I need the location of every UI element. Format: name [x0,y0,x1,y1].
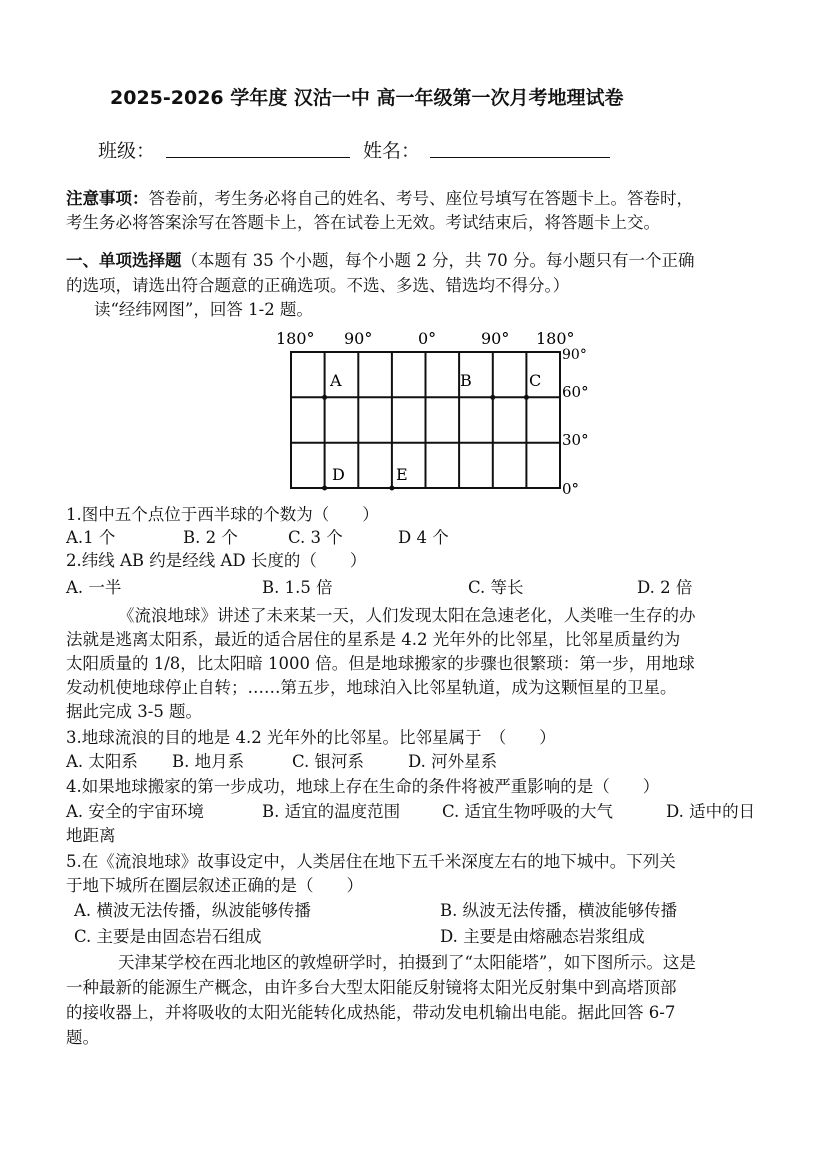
notice-line-2: 考生务必将答案涂写在答题卡上，答在试卷上无效。考试结束后，将答题卡上交。 [66,213,660,232]
passage2-line-3: 的接收器上，并将吸收的太阳光能转化成热能，带动发电机输出电能。据此回答 6-7 [66,1003,676,1022]
lat-lon-grid-map [274,324,594,496]
q3-option-c[interactable]: C. 银河系 [292,752,365,771]
section1-line-2: 的选项，请选出符合题意的正确选项。不选、多选、错选均不得分。） [66,276,570,295]
point-d-marker [322,486,327,491]
point-e-label: E [396,465,408,484]
passage1-line-2: 法就是逃离太阳系，最近的适合居住的星系是 4.2 光年外的比邻星，比邻星质量约为 [66,630,681,649]
q2-option-c[interactable]: C. 等长 [468,578,524,597]
q1-option-a[interactable]: A.1 个 [66,528,116,547]
passage2-line-2: 一种最新的能源生产概念，由许多台大型太阳能反射镜将太阳光反射集中到高塔顶部 [66,978,677,997]
passage1-line-5: 据此完成 3-5 题。 [66,702,203,721]
class-field[interactable] [166,157,350,158]
lon-label-180e: 180° [536,329,575,348]
passage1-line-4: 发动机使地球停止自转；……第五步，地球泊入比邻星轨道，成为这颗恒星的卫星。 [66,678,677,697]
lon-label-90e: 90° [481,329,510,348]
section1-text-1: （本题有 35 个小题，每个小题 2 分，共 70 分。每小题只有一个正确 [181,251,695,270]
passage1-line-1: 《流浪地球》讲述了未来某一天，人们发现太阳在急速老化，人类唯一生存的办 [118,606,696,625]
q1-option-b[interactable]: B. 2 个 [183,528,238,547]
q4-option-b[interactable]: B. 适宜的温度范围 [262,802,401,821]
q3-stem: 3.地球流浪的目的地是 4.2 光年外的比邻星。比邻星属于 （ ） [66,728,556,747]
point-e-marker [389,486,394,491]
point-d-label: D [332,465,345,484]
passage1-line-3: 太阳质量的 1/8，比太阳暗 1000 倍。但是地球搬家的步骤也很繁琐：第一步，用地球 [66,654,695,673]
q3-option-d[interactable]: D. 河外星系 [408,752,498,771]
notice-head: 注意事项： [66,189,149,208]
q4-option-d[interactable]: D. 适中的日 [666,802,756,821]
lat-label-90: 90° [562,347,587,363]
q4-option-c[interactable]: C. 适宜生物呼吸的大气 [442,802,614,821]
point-b-label: B [460,371,472,390]
q2-option-d[interactable]: D. 2 倍 [637,578,693,597]
read-map-instruction: 读“经纬网图”，回答 1-2 题。 [94,300,313,319]
point-c-label: C [529,371,542,390]
q1-stem: 1.图中五个点位于西半球的个数为（ ） [66,505,379,524]
point-a-label: A [330,371,342,390]
section1-line-1 [66,251,694,271]
lat-label-0: 0° [562,480,580,498]
q2-option-b[interactable]: B. 1.5 倍 [262,578,333,597]
q5-option-b[interactable]: B. 纵波无法传播，横波能够传播 [440,901,678,920]
name-field[interactable] [430,157,610,158]
passage2-line-1: 天津某学校在西北地区的敦煌研学时，拍摄到了“太阳能塔”，如下图所示。这是 [118,953,696,972]
q5-stem-line-2: 于地下城所在圈层叙述正确的是（ ） [66,876,363,895]
q2-option-a[interactable]: A. 一半 [66,578,122,597]
lon-label-180w: 180° [276,329,315,348]
class-label: 班级： [98,140,156,162]
q4-option-a[interactable]: A. 安全的宇宙环境 [66,802,204,821]
point-b-marker [490,395,495,400]
page-title: 2025-2026 学年度 汉沽一中 高一年级第一次月考地理试卷 [110,87,624,109]
q5-option-d[interactable]: D. 主要是由熔融态岩浆组成 [440,927,645,946]
lat-label-60: 60° [562,383,589,401]
q5-option-a[interactable]: A. 横波无法传播，纵波能够传播 [74,901,311,920]
q3-option-b[interactable]: B. 地月系 [172,752,245,771]
q1-option-c[interactable]: C. 3 个 [288,528,343,547]
point-a-marker [322,395,327,400]
point-c-marker [524,395,529,400]
q4-stem: 4.如果地球搬家的第一步成功，地球上存在生命的条件将被严重影响的是（ ） [66,777,660,796]
lon-label-90w: 90° [344,329,373,348]
q1-option-d[interactable]: D 4 个 [398,528,449,547]
name-label: 姓名： [363,140,421,162]
q2-stem: 2.纬线 AB 约是经线 AD 长度的（ ） [66,551,367,570]
q5-option-c[interactable]: C. 主要是由固态岩石组成 [74,927,262,946]
lat-label-30: 30° [562,431,589,449]
section1-head: 一、单项选择题 [66,251,182,270]
q3-option-a[interactable]: A. 太阳系 [66,752,138,771]
q4-option-d-wrap: 地距离 [66,826,116,845]
lon-label-0: 0° [418,329,437,348]
q5-stem-line-1: 5.在《流浪地球》故事设定中，人类居住在地下五千米深度左右的地下城中。下列关 [66,852,676,871]
notice-text-1: 答卷前，考生务必将自己的姓名、考号、座位号填写在答题卡上。答卷时， [148,189,693,208]
passage2-line-4: 题。 [66,1028,99,1047]
notice-line-1 [66,189,693,209]
